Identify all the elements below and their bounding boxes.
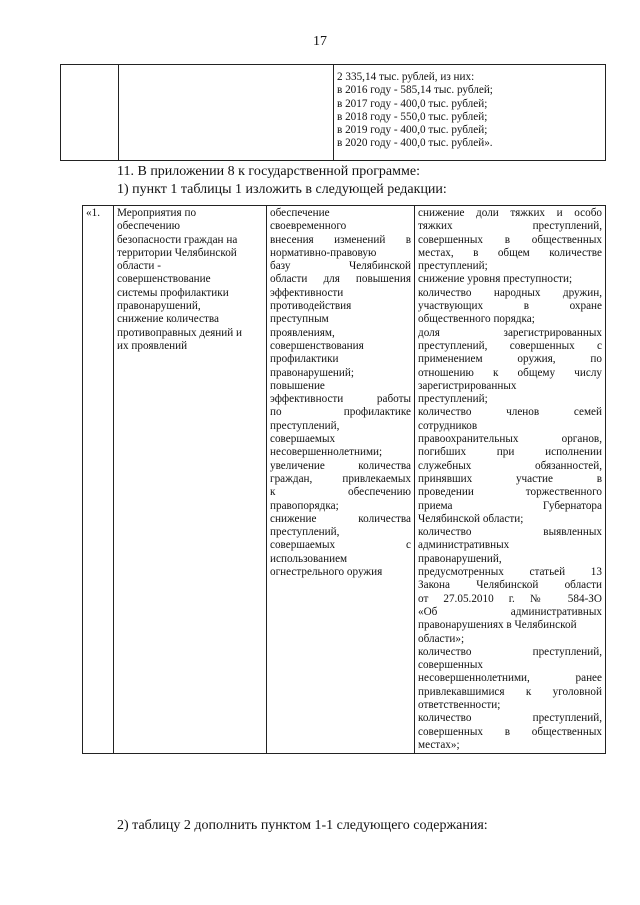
goal-line: эффективности работы (270, 393, 411, 406)
measure-cell (114, 206, 267, 754)
measure-line: Мероприятия по (117, 207, 197, 219)
indicator-line: зарегистрированных (418, 379, 517, 392)
indicator-line: участвующих в охране (418, 300, 602, 313)
indicator-line: преступлений, совершенных с (418, 339, 602, 352)
main-table (82, 205, 606, 754)
goal-cell (267, 206, 415, 754)
indicator-line: от 27.05.2010 г. № 584-ЗО (418, 592, 602, 605)
indicator-line: области»; (418, 632, 465, 645)
measure-line: правонарушений, (117, 300, 201, 313)
indicator-line: приема Губернатора (418, 499, 602, 512)
goal-line: области для повышения (270, 273, 411, 286)
measure-line: их проявлений (117, 339, 188, 352)
indicator-line: снижение уровня преступности; (418, 273, 573, 286)
indicator-line: применением оружия, по (418, 353, 602, 366)
indicator-line: административных (418, 539, 510, 552)
goal-line: нормативно-правовую (270, 246, 377, 259)
indicator-line: местах»; (418, 738, 460, 751)
paragraph-appendix-8: 11. В приложении 8 к государственной программе: (117, 164, 420, 179)
row-number-cell: «1. (83, 206, 114, 754)
goal-line: преступлений, (270, 526, 340, 539)
page-number: 17 (313, 34, 327, 49)
measure-line: снижение количества (117, 313, 219, 326)
goal-line: огнестрельного оружия (270, 566, 383, 579)
indicator-line: погибших при исполнении (418, 446, 602, 459)
indicator-line: доля зарегистрированных (418, 326, 602, 339)
measure-line: территории Челябинской (117, 246, 237, 259)
indicator-line: правоохранительных органов, (418, 433, 602, 446)
goal-line: совершенствования (270, 339, 364, 352)
funding-line: в 2019 году - 400,0 тыс. рублей; (337, 124, 488, 137)
goal-line: повышение (270, 379, 325, 392)
paragraph-item-2: 2) таблицу 2 дополнить пунктом 1-1 следующего содержания: (117, 818, 488, 833)
indicator-line: Закона Челябинской области (418, 579, 602, 592)
indicator-line: служебных обязанностей, (418, 459, 602, 472)
indicator-line: отношению к общему числу (418, 366, 602, 379)
indicator-line: Челябинской области; (418, 512, 524, 525)
top-table-funding-cell (334, 65, 606, 161)
indicator-line: несовершеннолетними, ранее (418, 672, 602, 685)
indicator-line: правонарушений, (418, 552, 502, 565)
indicator-line: преступлений; (418, 393, 488, 406)
indicator-line: общественного порядка; (418, 313, 535, 326)
goal-line: правонарушений; (270, 366, 354, 379)
indicator-cell (415, 206, 606, 754)
measure-line: области - (117, 260, 161, 273)
goal-line: эффективности (270, 286, 344, 299)
measure-line: совершенствование (117, 273, 211, 286)
goal-line: преступлений, (270, 419, 340, 432)
measure-line: системы профилактики (117, 286, 229, 299)
goal-line: использованием (270, 552, 348, 565)
indicator-line: ответственности; (418, 698, 501, 711)
goal-line: снижение количества (270, 512, 411, 525)
funding-line: в 2017 году - 400,0 тыс. рублей; (337, 97, 488, 110)
funding-line: в 2020 году - 400,0 тыс. рублей». (337, 137, 493, 150)
goal-line: совершаемых с (270, 539, 411, 552)
paragraph-item-1: 1) пункт 1 таблицы 1 изложить в следующей редакции: (117, 182, 447, 197)
indicator-line: сотрудников (418, 419, 478, 432)
indicator-line: местах, в общем количестве (418, 246, 602, 259)
goal-line: профилактики (270, 353, 339, 366)
top-table-empty-cell-1 (61, 65, 119, 161)
measure-line: противоправных деяний и (117, 326, 242, 339)
goal-line: проявлениям, (270, 326, 335, 339)
indicator-line: правонарушениях в Челябинской (418, 619, 577, 632)
indicator-line: привлекавшимися к уголовной (418, 685, 602, 698)
funding-line: в 2018 году - 550,0 тыс. рублей; (337, 110, 488, 123)
indicator-line: преступлений; (418, 260, 488, 273)
indicator-line: предусмотренных статьей 13 (418, 566, 602, 579)
indicator-line: совершенных (418, 659, 483, 672)
goal-line: внесения изменений в (270, 233, 411, 246)
indicator-line: количество членов семей (418, 406, 602, 419)
indicator-line: тяжких преступлений, (418, 220, 602, 233)
goal-line: совершаемых (270, 433, 336, 446)
goal-line: базу Челябинской (270, 260, 411, 273)
indicator-line: проведении торжественного (418, 486, 602, 499)
indicator-line: принявших участие в (418, 472, 602, 485)
goal-line: несовершеннолетними; (270, 446, 383, 459)
goal-line: обеспечение (270, 207, 330, 219)
indicator-line: количество преступлений, (418, 712, 602, 725)
indicator-line: количество преступлений, (418, 645, 602, 658)
indicator-line: совершенных в общественных (418, 233, 602, 246)
indicator-line: количество выявленных (418, 526, 602, 539)
top-table (60, 64, 606, 161)
funding-line: в 2016 году - 585,14 тыс. рублей; (337, 84, 493, 97)
indicator-line: снижение доли тяжких и особо (418, 207, 602, 219)
top-table-empty-cell-2 (119, 65, 334, 161)
goal-line: своевременного (270, 220, 347, 233)
indicator-line: количество народных дружин, (418, 286, 602, 299)
goal-line: преступным (270, 313, 329, 326)
goal-line: увеличение количества (270, 459, 411, 472)
indicator-line: совершенных в общественных (418, 725, 602, 738)
funding-line: 2 335,14 тыс. рублей, из них: (337, 71, 475, 83)
goal-line: правопорядка; (270, 499, 339, 512)
goal-line: по профилактике (270, 406, 411, 419)
goal-line: к обеспечению (270, 486, 411, 499)
indicator-line: «Об административных (418, 605, 602, 618)
goal-line: граждан, привлекаемых (270, 472, 411, 485)
goal-line: противодействия (270, 300, 352, 313)
measure-line: обеспечению (117, 220, 180, 233)
measure-line: безопасности граждан на (117, 233, 238, 246)
